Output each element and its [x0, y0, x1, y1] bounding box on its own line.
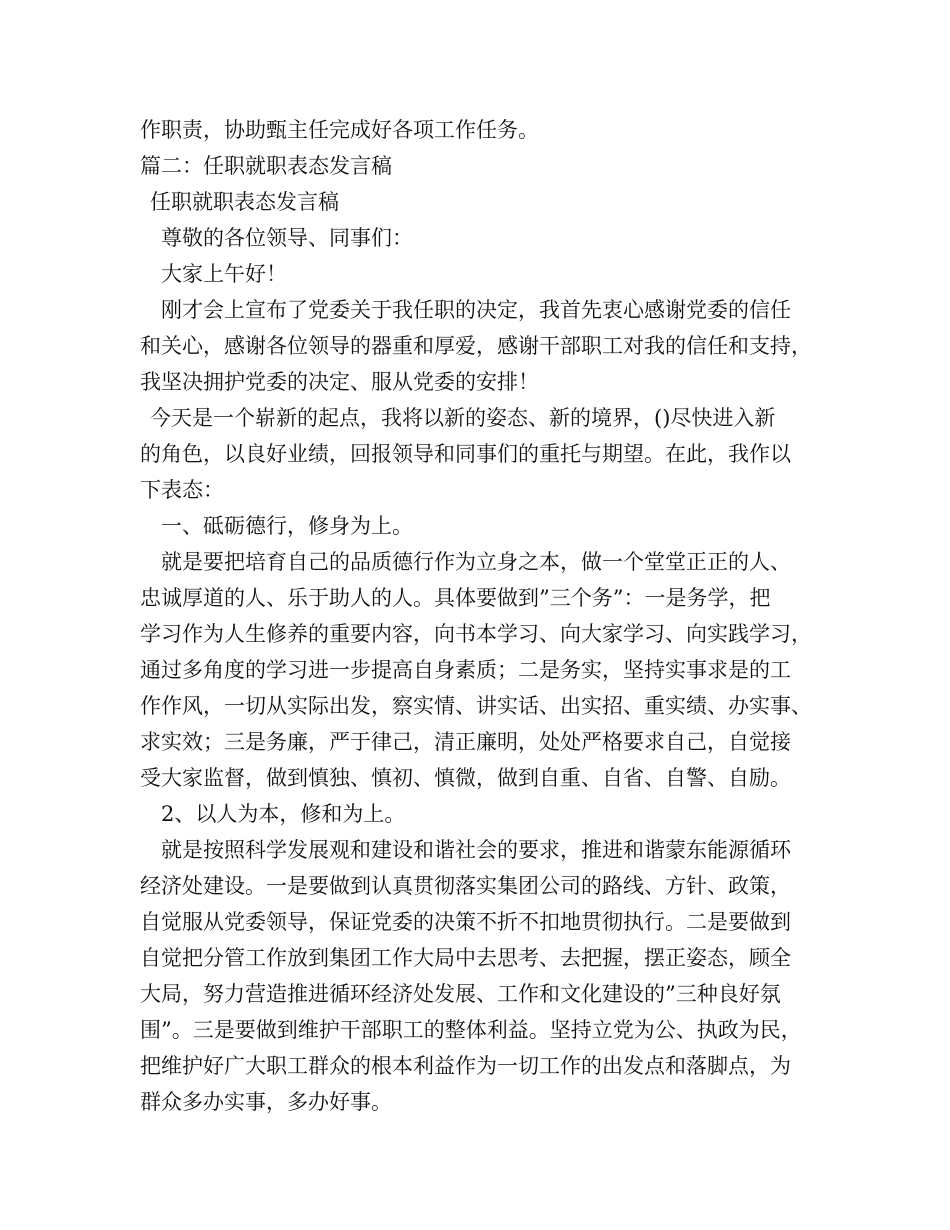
text-line: 我坚决拥护党委的决定、服从党委的安排！ [140, 370, 539, 394]
text-line: 自觉把分管工作放到集团工作大局中去思考、去把握，摆正姿态，顾全 [140, 946, 791, 970]
document-body [140, 112, 830, 1120]
text-line: 忠诚厚道的人、乐于助人的人。具体要做到”三个务”：一是务学，把 [140, 586, 771, 610]
salutation: 尊敬的各位领导、同事们： [161, 226, 413, 250]
text-line: 通过多角度的学习进一步提高自身素质；二是务实，坚持实事求是的工 [140, 658, 791, 682]
text-line: 作职责，协助甄主任完成好各项工作任务。 [140, 118, 539, 142]
text-line: 的角色，以良好业绩，回报领导和同事们的重托与期望。在此，我作以 [140, 442, 791, 466]
greeting: 大家上午好！ [161, 262, 287, 286]
text-line: 群众多办实事，多办好事。 [140, 1090, 392, 1114]
point-heading-1: 一、砥砺德行，修身为上。 [161, 514, 413, 538]
text-line: 大局，努力营造推进循环经济处发展、工作和文化建设的”三种良好氛 [140, 982, 781, 1006]
text-line: 经济处建设。一是要做到认真贯彻落实集团公司的路线、方针、政策， [140, 874, 791, 898]
text-line: 就是要把培育自己的品质德行作为立身之本，做一个堂堂正正的人、 [161, 550, 791, 574]
text-line: 学习作为人生修养的重要内容，向书本学习、向大家学习、向实践学习， [140, 622, 812, 646]
text-line: 围”。三是要做到维护干部职工的整体利益。坚持立党为公、执政为民， [140, 1018, 802, 1042]
text-line: 下表态： [140, 478, 224, 502]
section-heading: 篇二：任职就职表态发言稿 [140, 154, 392, 178]
text-line: 今天是一个崭新的起点，我将以新的姿态、新的境界，()尽快进入新 [150, 406, 776, 430]
speech-title: 任职就职表态发言稿 [150, 190, 339, 214]
text-line: 受大家监督，做到慎独、慎初、慎微，做到自重、自省、自警、自励。 [140, 766, 791, 790]
text-line: 自觉服从党委领导，保证党委的决策不折不扣地贯彻执行。二是要做到 [140, 910, 791, 934]
point-heading-2: 2、以人为本，修和为上。 [161, 802, 406, 826]
text-line: 求实效；三是务廉，严于律己，清正廉明，处处严格要求自己，自觉接 [140, 730, 791, 754]
text-line: 作作风，一切从实际出发，察实情、讲实话、出实招、重实绩、办实事、 [140, 694, 812, 718]
text-line: 刚才会上宣布了党委关于我任职的决定，我首先衷心感谢党委的信任 [161, 298, 791, 322]
text-line: 把维护好广大职工群众的根本利益作为一切工作的出发点和落脚点，为 [140, 1054, 791, 1078]
text-line: 就是按照科学发展观和建设和谐社会的要求，推进和谐蒙东能源循环 [161, 838, 791, 862]
text-line: 和关心，感谢各位领导的器重和厚爱，感谢干部职工对我的信任和支持， [140, 334, 812, 358]
